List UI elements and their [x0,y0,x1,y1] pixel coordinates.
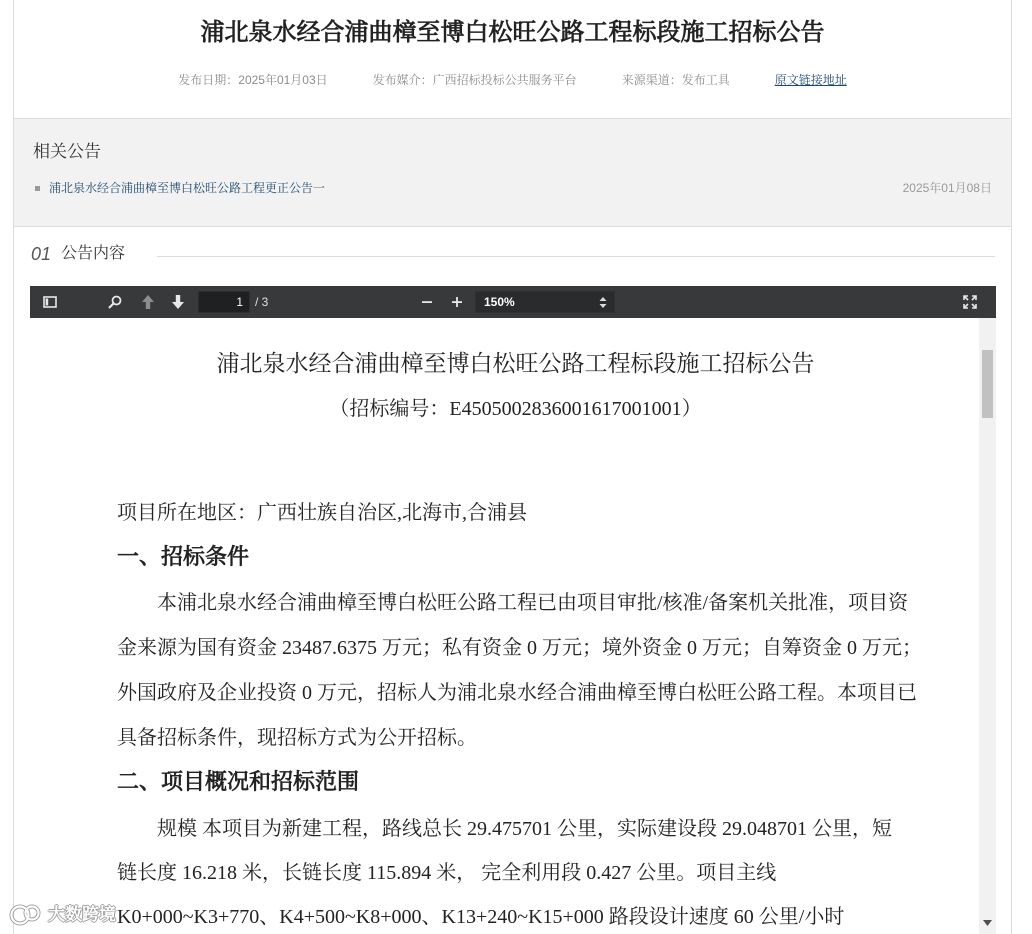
pdf-toolbar [30,286,996,318]
section-divider [157,256,995,257]
related-item-link[interactable]: 浦北泉水经合浦曲樟至博白松旺公路工程更正公告一 [49,181,326,195]
announcement-content [13,226,1012,934]
document-paragraph-line: 具备招标条件，现招标方式为公开招标。 [117,727,477,749]
related-heading: 相关公告 [33,142,101,161]
document-paragraph-line: 链长度 16.218 米，长链长度 115.894 米， 完全利用段 0.427 公里。项目主线 [117,862,777,884]
page-number-input[interactable] [198,291,250,313]
document-paragraph-line: 本浦北泉水经合浦曲樟至博白松旺公路工程已由项目审批/核准/备案机关批准，项目资 [157,592,909,614]
related-item [14,180,1011,196]
section-number: 01 [31,244,52,264]
select-arrows-icon [599,297,607,308]
fullscreen-icon[interactable] [963,295,977,309]
document-paragraph-line: K0+000~K3+770、K4+500~K8+000、K13+240~K15+000 路段设计速度 60 公里/小时 [117,906,845,928]
publish-media: 发布媒介：广西招标投标公共服务平台 [372,73,577,87]
zoom-value: 150% [484,295,515,309]
scrollbar[interactable] [979,318,996,934]
section-title: 公告内容 [61,245,126,262]
document-paragraph-line: 规模 本项目为新建工程，路线总长 29.475701 公里，实际建设段 29.048701 公里，短 [157,818,892,840]
search-icon[interactable] [108,295,122,309]
document-title: 浦北泉水经合浦曲樟至博白松旺公路工程标段施工招标公告 [216,351,815,376]
sidebar-toggle-icon[interactable] [43,295,57,309]
document-section-heading: 二、项目概况和招标范围 [117,769,360,794]
announcement-header [13,0,1012,119]
pdf-document [30,318,996,934]
bullet-icon [35,186,40,191]
document-paragraph-line: 外国政府及企业投资 0 万元，招标人为浦北泉水经合浦曲樟至博白松旺公路工程。本项目已 [117,682,917,704]
scroll-down-arrow-icon[interactable] [983,920,992,926]
arrow-up-icon[interactable] [141,294,155,310]
pdf-viewer [30,286,996,934]
zoom-out-icon[interactable] [420,295,434,309]
arrow-down-icon[interactable] [171,294,185,310]
related-item-date: 2025年01月08日 [902,181,992,195]
page-title: 浦北泉水经合浦曲樟至博白松旺公路工程标段施工招标公告 [200,19,825,46]
zoom-in-icon[interactable] [450,295,464,309]
meta-row [14,71,1011,89]
original-link[interactable]: 原文链接地址 [774,73,847,87]
watermark-text: 大数跨境 [48,905,116,924]
document-code: （招标编号：E4505002836001617001001） [329,398,702,420]
publish-date: 发布日期：2025年01月03日 [178,73,328,87]
related-announcements [13,118,1012,227]
page-total: / 3 [255,295,269,309]
scrollbar-thumb[interactable] [982,350,993,418]
document-section-heading: 一、招标条件 [117,544,250,569]
zoom-select[interactable] [475,291,615,313]
document-location: 项目所在地区：广西壮族自治区,北海市,合浦县 [117,502,527,524]
source-channel: 来源渠道：发布工具 [621,73,730,87]
document-paragraph-line: 金来源为国有资金 23487.6375 万元；私有资金 0 万元；境外资金 0 万元；自筹资金 0 万元； [117,637,922,659]
